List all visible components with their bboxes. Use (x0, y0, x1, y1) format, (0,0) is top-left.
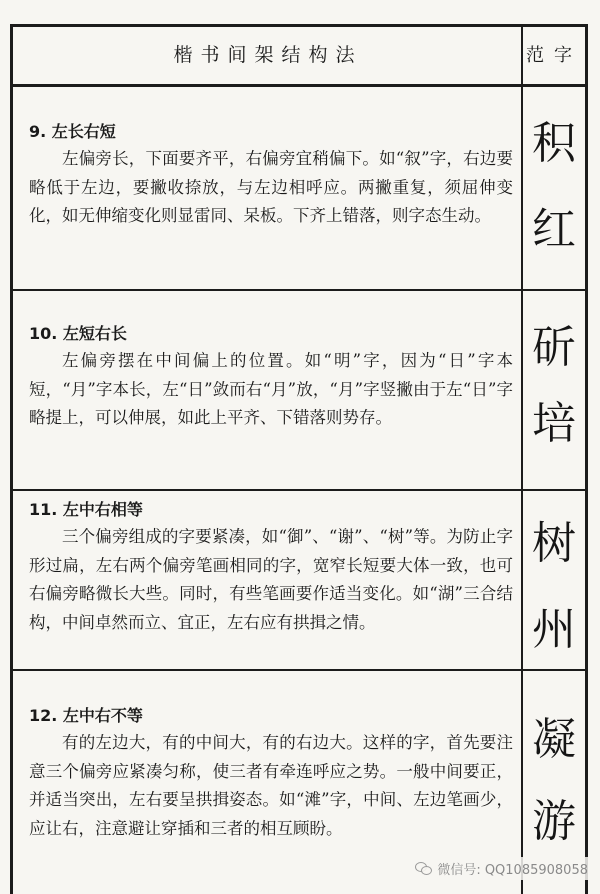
section-12 (13, 705, 521, 843)
section-body: 三个偏旁组成的字要紧凑，如“御”、“谢”、“树”等。为防止字形过扁，左右两个偏旁笔画相同的字，宽窄长短要大体一致，也可右偏旁略微长大些。同时，有些笔画要作适当变化。如“湖”三合结构，中间卓然而立、宜正，左右应有拱揖之情。 (29, 527, 513, 632)
section-divider (13, 669, 585, 671)
section-title: 11. 左中右相等 (29, 500, 143, 519)
wechat-watermark (411, 857, 592, 880)
sample-glyph: 培 (532, 398, 576, 449)
section-9 (13, 121, 521, 231)
watermark-text: 微信号: QQ1085908058 (437, 863, 588, 878)
section-11 (13, 499, 521, 637)
section-body: 左偏旁摆在中间偏上的位置。如“明”字，因为“日”字本短，“月”字本长，左“日”敛而右“月”放，“月”字竖撇由于左“日”字略提上，可以伸展，如此上平齐、下错落则势存。 (29, 351, 513, 427)
header-sample-label: 范字 (526, 45, 582, 66)
header-title: 楷书间架结构法 (173, 44, 363, 66)
section-10 (13, 323, 521, 433)
wechat-icon (415, 862, 433, 876)
sample-glyph: 凝 (532, 714, 576, 765)
sample-glyph: 红 (532, 204, 576, 255)
table-header (13, 27, 585, 87)
section-title: 10. 左短右长 (29, 324, 127, 343)
section-divider (13, 489, 585, 491)
sample-glyph: 斫 (532, 322, 576, 373)
section-body: 有的左边大，有的中间大，有的右边大。这样的字，首先要注意三个偏旁应紧凑匀称，使三者有牵连呼应之势。一般中间要正，并适当突出，左右要呈拱揖姿态。如“滩”字，中间、左边笔画少，应让右，注意避让穿插和三者的相互顾盼。 (29, 733, 513, 838)
sample-glyph: 树 (532, 518, 576, 569)
section-title: 12. 左中右不等 (29, 706, 143, 725)
sample-glyph: 州 (532, 604, 576, 655)
section-divider (13, 289, 585, 291)
method-table (10, 24, 588, 894)
section-body: 左偏旁长，下面要齐平，右偏旁宜稍偏下。如“叙”字，右边要略低于左边，要撇收捺放，与左边相呼应。两撇重复，须屈伸变化，如无伸缩变化则显雷同、呆板。下齐上错落，则字态生动。 (29, 149, 513, 225)
sample-glyph: 游 (532, 796, 576, 847)
sample-glyph: 积 (532, 118, 576, 169)
section-title: 9. 左长右短 (29, 122, 116, 141)
